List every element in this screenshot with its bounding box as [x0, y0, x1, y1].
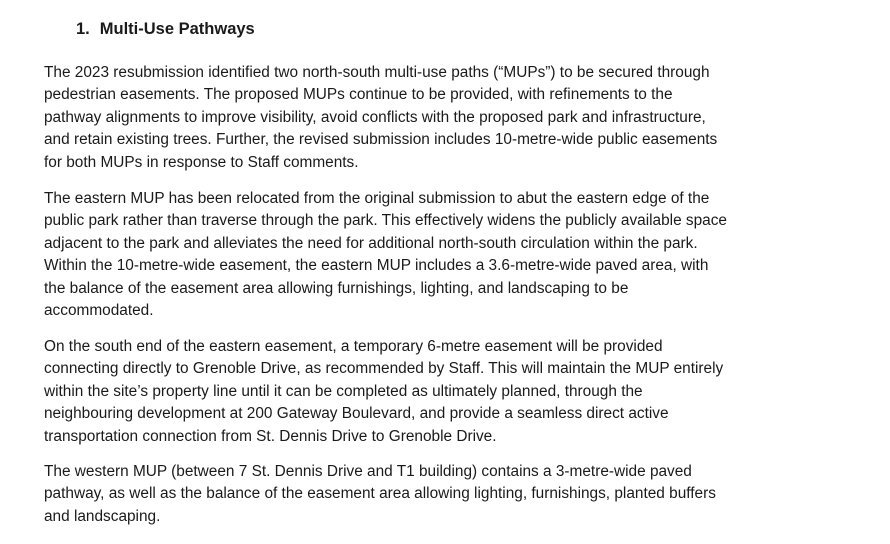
section-heading	[76, 20, 255, 39]
text-line: neighbouring development at 200 Gateway Boulevard, and provide a seamless direct active	[44, 405, 669, 423]
text-line: public park rather than traverse through the park. This effectively widens the publicly available space	[44, 212, 727, 230]
text-line: pathway alignments to improve visibility, avoid conflicts with the proposed park and infrastructure,	[44, 108, 706, 126]
text-line: Within the 10-metre-wide easement, the eastern MUP includes a 3.6-metre-wide paved area, with	[44, 257, 709, 275]
paragraph-mup-overview	[44, 62, 864, 174]
text-line: The 2023 resubmission identified two north-south multi-use paths (“MUPs”) to be secured through	[44, 64, 710, 81]
text-line: transportation connection from St. Dennis Drive to Grenoble Drive.	[44, 427, 497, 445]
text-line: The western MUP (between 7 St. Dennis Drive and T1 building) contains a 3-metre-wide paved	[44, 463, 692, 480]
text-line: On the south end of the eastern easement, a temporary 6-metre easement will be provided	[44, 338, 663, 355]
paragraph-western-mup	[44, 461, 864, 528]
text-line: pathway, as well as the balance of the easement area allowing lighting, furnishings, planted buffers	[44, 485, 716, 503]
text-line: adjacent to the park and alleviates the need for additional north-south circulation within the park.	[44, 234, 698, 252]
text-line: and retain existing trees. Further, the revised submission includes 10-metre-wide public easements	[44, 131, 718, 149]
text-line: pedestrian easements. The proposed MUPs continue to be provided, with refinements to the	[44, 86, 673, 104]
paragraph-eastern-mup	[44, 188, 864, 322]
text-line: and landscaping.	[44, 507, 161, 525]
section-title: Multi-Use Pathways	[99, 20, 255, 38]
text-line: within the site’s property line until it can be completed as ultimately planned, through the	[44, 382, 643, 400]
text-line: The eastern MUP has been relocated from the original submission to abut the eastern edge of the	[44, 190, 710, 207]
text-line: the balance of the easement area allowing furnishings, lighting, and landscaping to be	[44, 279, 629, 297]
text-line: accommodated.	[44, 302, 154, 320]
paragraph-south-easement	[44, 336, 864, 448]
text-line: connecting directly to Grenoble Drive, as recommended by Staff. This will maintain the MUP entirely	[44, 360, 724, 378]
section-number: 1.	[76, 20, 90, 38]
text-line: for both MUPs in response to Staff comments.	[44, 153, 359, 171]
